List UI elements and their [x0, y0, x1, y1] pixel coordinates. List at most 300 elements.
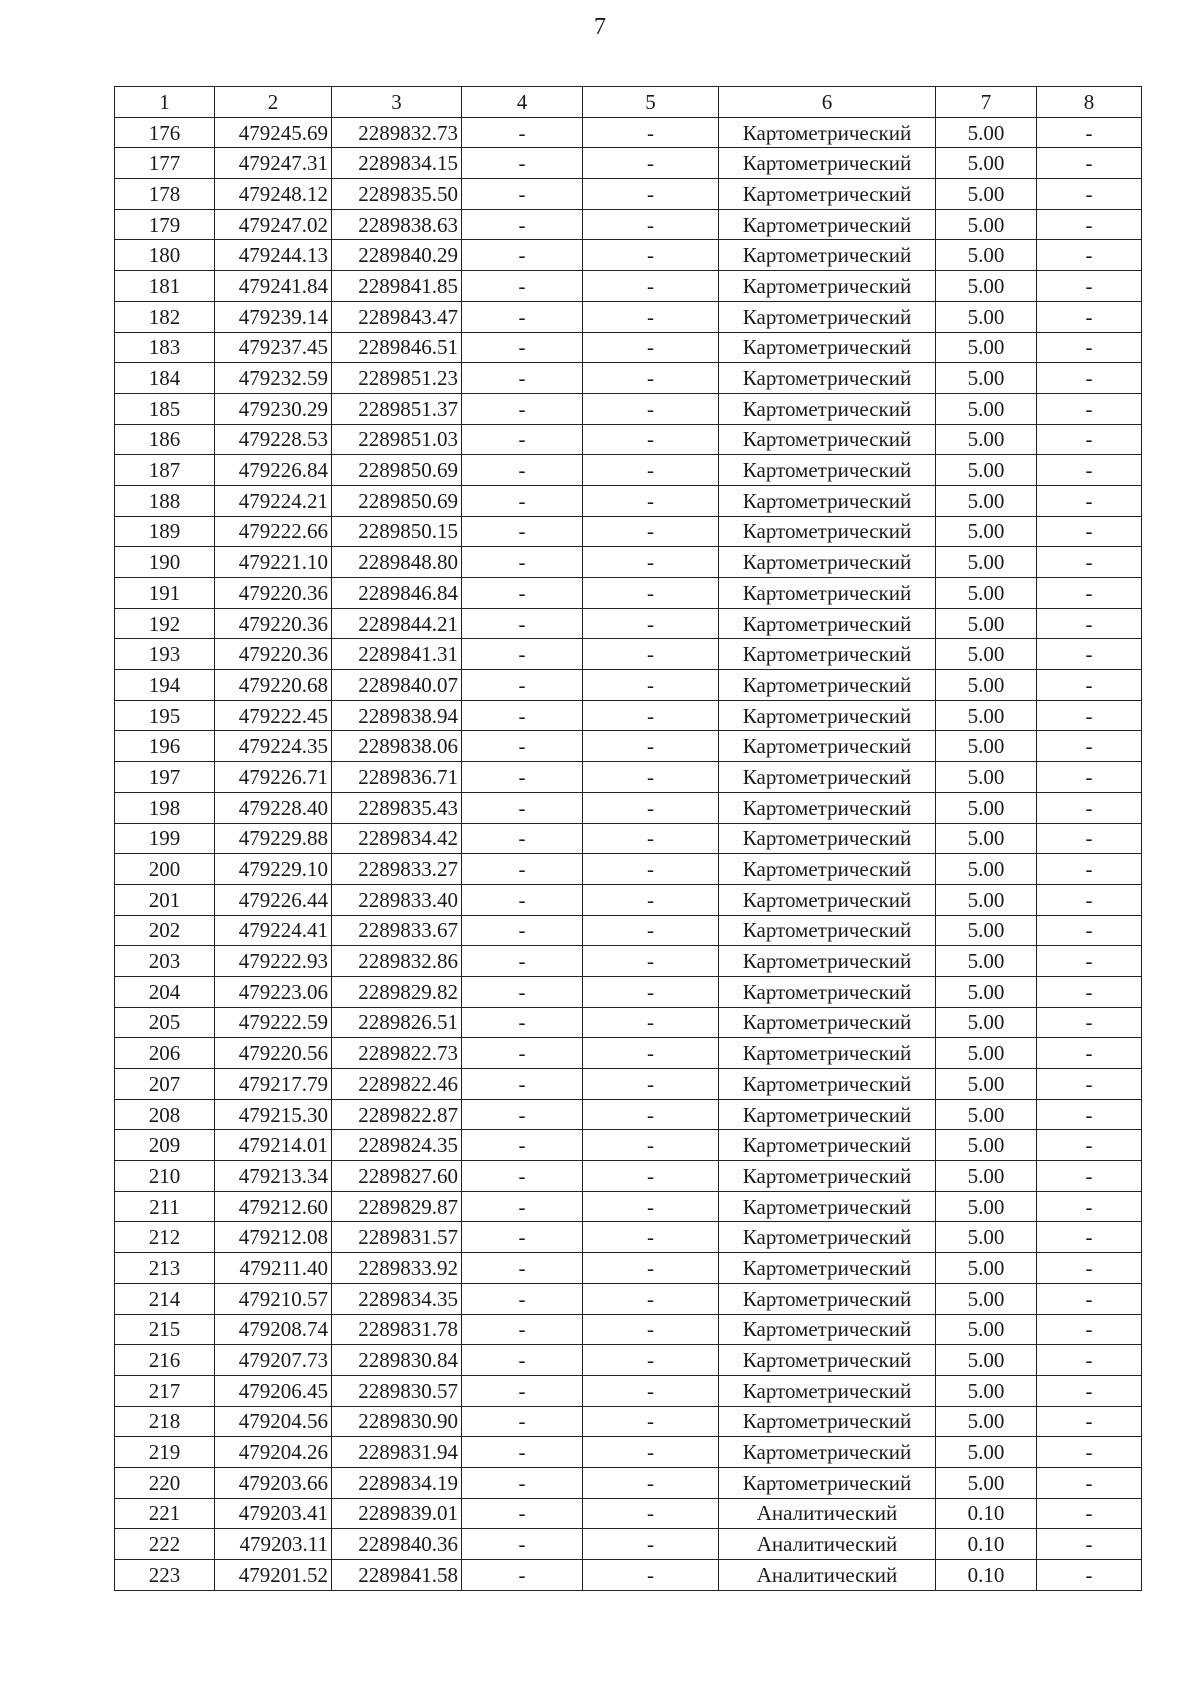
accuracy-cell: 5.00: [936, 854, 1037, 885]
x-coordinate-cell: 479212.60: [215, 1191, 332, 1222]
accuracy-cell: 5.00: [936, 1161, 1037, 1192]
point-number-cell: 220: [115, 1467, 215, 1498]
column-4-cell: -: [462, 1161, 583, 1192]
accuracy-cell: 5.00: [936, 1222, 1037, 1253]
table-row: [115, 1161, 1142, 1192]
table-row: [115, 301, 1142, 332]
table-row: [115, 424, 1142, 455]
column-4-cell: -: [462, 1467, 583, 1498]
point-number-cell: 182: [115, 301, 215, 332]
x-coordinate-cell: 479248.12: [215, 179, 332, 210]
column-4-cell: -: [462, 1222, 583, 1253]
column-8-cell: -: [1037, 209, 1142, 240]
column-8-cell: -: [1037, 731, 1142, 762]
y-coordinate-cell: 2289829.87: [332, 1191, 462, 1222]
point-number-cell: 216: [115, 1345, 215, 1376]
method-cell: Картометрический: [719, 792, 936, 823]
method-cell: Аналитический: [719, 1529, 936, 1560]
column-4-cell: -: [462, 1437, 583, 1468]
point-number-cell: 196: [115, 731, 215, 762]
column-5-cell: -: [583, 854, 719, 885]
column-4-cell: -: [462, 363, 583, 394]
column-header-6: 6: [719, 87, 936, 118]
column-5-cell: -: [583, 670, 719, 701]
method-cell: Картометрический: [719, 578, 936, 609]
accuracy-cell: 5.00: [936, 1130, 1037, 1161]
accuracy-cell: 5.00: [936, 1253, 1037, 1284]
column-5-cell: -: [583, 915, 719, 946]
method-cell: Картометрический: [719, 117, 936, 148]
x-coordinate-cell: 479220.68: [215, 670, 332, 701]
column-4-cell: -: [462, 731, 583, 762]
table-row: [115, 1375, 1142, 1406]
x-coordinate-cell: 479203.66: [215, 1467, 332, 1498]
x-coordinate-cell: 479229.10: [215, 854, 332, 885]
column-4-cell: -: [462, 332, 583, 363]
column-header-1: 1: [115, 87, 215, 118]
point-number-cell: 195: [115, 700, 215, 731]
column-8-cell: -: [1037, 1222, 1142, 1253]
accuracy-cell: 5.00: [936, 1345, 1037, 1376]
column-5-cell: -: [583, 1437, 719, 1468]
point-number-cell: 198: [115, 792, 215, 823]
column-8-cell: -: [1037, 1130, 1142, 1161]
y-coordinate-cell: 2289841.31: [332, 639, 462, 670]
y-coordinate-cell: 2289836.71: [332, 762, 462, 793]
column-8-cell: -: [1037, 1283, 1142, 1314]
x-coordinate-cell: 479220.36: [215, 578, 332, 609]
y-coordinate-cell: 2289822.46: [332, 1069, 462, 1100]
point-number-cell: 214: [115, 1283, 215, 1314]
column-5-cell: -: [583, 1007, 719, 1038]
accuracy-cell: 5.00: [936, 792, 1037, 823]
y-coordinate-cell: 2289838.06: [332, 731, 462, 762]
y-coordinate-cell: 2289850.15: [332, 516, 462, 547]
column-5-cell: -: [583, 1498, 719, 1529]
accuracy-cell: 5.00: [936, 485, 1037, 516]
column-5-cell: -: [583, 271, 719, 302]
x-coordinate-cell: 479220.36: [215, 639, 332, 670]
table-row: [115, 1498, 1142, 1529]
column-5-cell: -: [583, 209, 719, 240]
point-number-cell: 197: [115, 762, 215, 793]
column-5-cell: -: [583, 578, 719, 609]
column-5-cell: -: [583, 424, 719, 455]
column-4-cell: -: [462, 762, 583, 793]
method-cell: Картометрический: [719, 179, 936, 210]
x-coordinate-cell: 479241.84: [215, 271, 332, 302]
method-cell: Картометрический: [719, 148, 936, 179]
accuracy-cell: 5.00: [936, 762, 1037, 793]
point-number-cell: 185: [115, 393, 215, 424]
table-row: [115, 670, 1142, 701]
method-cell: Картометрический: [719, 363, 936, 394]
method-cell: Картометрический: [719, 455, 936, 486]
column-5-cell: -: [583, 1038, 719, 1069]
point-number-cell: 191: [115, 578, 215, 609]
point-number-cell: 205: [115, 1007, 215, 1038]
column-4-cell: -: [462, 1130, 583, 1161]
point-number-cell: 212: [115, 1222, 215, 1253]
column-8-cell: -: [1037, 240, 1142, 271]
accuracy-cell: 5.00: [936, 1314, 1037, 1345]
column-5-cell: -: [583, 1467, 719, 1498]
y-coordinate-cell: 2289832.73: [332, 117, 462, 148]
column-4-cell: -: [462, 639, 583, 670]
column-4-cell: -: [462, 1191, 583, 1222]
point-number-cell: 204: [115, 976, 215, 1007]
column-5-cell: -: [583, 1099, 719, 1130]
y-coordinate-cell: 2289848.80: [332, 547, 462, 578]
point-number-cell: 206: [115, 1038, 215, 1069]
method-cell: Картометрический: [719, 762, 936, 793]
y-coordinate-cell: 2289846.84: [332, 578, 462, 609]
accuracy-cell: 5.00: [936, 516, 1037, 547]
column-5-cell: -: [583, 1406, 719, 1437]
method-cell: Картометрический: [719, 1007, 936, 1038]
method-cell: Картометрический: [719, 209, 936, 240]
column-5-cell: -: [583, 179, 719, 210]
table-row: [115, 762, 1142, 793]
table-row: [115, 1099, 1142, 1130]
point-number-cell: 186: [115, 424, 215, 455]
method-cell: Картометрический: [719, 271, 936, 302]
table-row: [115, 1191, 1142, 1222]
column-8-cell: -: [1037, 485, 1142, 516]
y-coordinate-cell: 2289834.19: [332, 1467, 462, 1498]
point-number-cell: 203: [115, 946, 215, 977]
column-4-cell: -: [462, 578, 583, 609]
table-row: [115, 271, 1142, 302]
x-coordinate-cell: 479220.36: [215, 608, 332, 639]
x-coordinate-cell: 479226.44: [215, 884, 332, 915]
y-coordinate-cell: 2289833.27: [332, 854, 462, 885]
column-4-cell: -: [462, 1498, 583, 1529]
point-number-cell: 211: [115, 1191, 215, 1222]
table-row: [115, 731, 1142, 762]
point-number-cell: 178: [115, 179, 215, 210]
x-coordinate-cell: 479247.02: [215, 209, 332, 240]
table-row: [115, 1130, 1142, 1161]
column-4-cell: -: [462, 1345, 583, 1376]
x-coordinate-cell: 479212.08: [215, 1222, 332, 1253]
column-header-8: 8: [1037, 87, 1142, 118]
y-coordinate-cell: 2289839.01: [332, 1498, 462, 1529]
column-8-cell: -: [1037, 762, 1142, 793]
point-number-cell: 217: [115, 1375, 215, 1406]
table-row: [115, 485, 1142, 516]
table-row: [115, 516, 1142, 547]
column-8-cell: -: [1037, 608, 1142, 639]
table-row: [115, 1437, 1142, 1468]
x-coordinate-cell: 479203.41: [215, 1498, 332, 1529]
column-4-cell: -: [462, 1560, 583, 1591]
column-5-cell: -: [583, 455, 719, 486]
table-row: [115, 976, 1142, 1007]
x-coordinate-cell: 479203.11: [215, 1529, 332, 1560]
accuracy-cell: 0.10: [936, 1529, 1037, 1560]
table-row: [115, 148, 1142, 179]
method-cell: Картометрический: [719, 393, 936, 424]
column-8-cell: -: [1037, 823, 1142, 854]
column-8-cell: -: [1037, 1161, 1142, 1192]
column-5-cell: -: [583, 823, 719, 854]
x-coordinate-cell: 479226.71: [215, 762, 332, 793]
point-number-cell: 184: [115, 363, 215, 394]
y-coordinate-cell: 2289844.21: [332, 608, 462, 639]
y-coordinate-cell: 2289833.67: [332, 915, 462, 946]
column-8-cell: -: [1037, 1560, 1142, 1591]
accuracy-cell: 5.00: [936, 1437, 1037, 1468]
method-cell: Картометрический: [719, 1222, 936, 1253]
y-coordinate-cell: 2289824.35: [332, 1130, 462, 1161]
column-8-cell: -: [1037, 1529, 1142, 1560]
x-coordinate-cell: 479228.40: [215, 792, 332, 823]
column-5-cell: -: [583, 639, 719, 670]
column-8-cell: -: [1037, 179, 1142, 210]
table-row: [115, 608, 1142, 639]
column-8-cell: -: [1037, 547, 1142, 578]
y-coordinate-cell: 2289830.84: [332, 1345, 462, 1376]
x-coordinate-cell: 479224.35: [215, 731, 332, 762]
y-coordinate-cell: 2289838.63: [332, 209, 462, 240]
x-coordinate-cell: 479222.66: [215, 516, 332, 547]
column-4-cell: -: [462, 946, 583, 977]
table-row: [115, 393, 1142, 424]
point-number-cell: 187: [115, 455, 215, 486]
accuracy-cell: 5.00: [936, 1467, 1037, 1498]
column-8-cell: -: [1037, 884, 1142, 915]
column-5-cell: -: [583, 700, 719, 731]
table-row: [115, 1314, 1142, 1345]
column-8-cell: -: [1037, 1314, 1142, 1345]
column-5-cell: -: [583, 1191, 719, 1222]
y-coordinate-cell: 2289829.82: [332, 976, 462, 1007]
method-cell: Картометрический: [719, 639, 936, 670]
column-4-cell: -: [462, 271, 583, 302]
column-5-cell: -: [583, 1253, 719, 1284]
method-cell: Картометрический: [719, 731, 936, 762]
column-4-cell: -: [462, 700, 583, 731]
column-8-cell: -: [1037, 1345, 1142, 1376]
column-5-cell: -: [583, 1529, 719, 1560]
y-coordinate-cell: 2289822.73: [332, 1038, 462, 1069]
method-cell: Картометрический: [719, 700, 936, 731]
column-5-cell: -: [583, 117, 719, 148]
column-4-cell: -: [462, 608, 583, 639]
accuracy-cell: 5.00: [936, 1375, 1037, 1406]
point-number-cell: 177: [115, 148, 215, 179]
point-number-cell: 201: [115, 884, 215, 915]
x-coordinate-cell: 479201.52: [215, 1560, 332, 1591]
table-row: [115, 1345, 1142, 1376]
accuracy-cell: 5.00: [936, 915, 1037, 946]
accuracy-cell: 5.00: [936, 209, 1037, 240]
x-coordinate-cell: 479230.29: [215, 393, 332, 424]
point-number-cell: 180: [115, 240, 215, 271]
method-cell: Картометрический: [719, 1253, 936, 1284]
y-coordinate-cell: 2289841.58: [332, 1560, 462, 1591]
accuracy-cell: 5.00: [936, 1191, 1037, 1222]
column-8-cell: -: [1037, 516, 1142, 547]
point-number-cell: 190: [115, 547, 215, 578]
method-cell: Картометрический: [719, 301, 936, 332]
table-row: [115, 209, 1142, 240]
column-8-cell: -: [1037, 976, 1142, 1007]
column-4-cell: -: [462, 393, 583, 424]
table-row: [115, 332, 1142, 363]
method-cell: Картометрический: [719, 946, 936, 977]
method-cell: Картометрический: [719, 1375, 936, 1406]
x-coordinate-cell: 479222.93: [215, 946, 332, 977]
table-row: [115, 823, 1142, 854]
accuracy-cell: 5.00: [936, 946, 1037, 977]
y-coordinate-cell: 2289830.90: [332, 1406, 462, 1437]
column-8-cell: -: [1037, 117, 1142, 148]
column-4-cell: -: [462, 516, 583, 547]
table-row: [115, 639, 1142, 670]
method-cell: Картометрический: [719, 915, 936, 946]
table-row: [115, 455, 1142, 486]
column-5-cell: -: [583, 1130, 719, 1161]
y-coordinate-cell: 2289840.07: [332, 670, 462, 701]
point-number-cell: 208: [115, 1099, 215, 1130]
column-4-cell: -: [462, 1375, 583, 1406]
table-row: [115, 1529, 1142, 1560]
column-4-cell: -: [462, 148, 583, 179]
column-4-cell: -: [462, 1314, 583, 1345]
table-row: [115, 363, 1142, 394]
x-coordinate-cell: 479229.88: [215, 823, 332, 854]
column-4-cell: -: [462, 823, 583, 854]
x-coordinate-cell: 479224.21: [215, 485, 332, 516]
x-coordinate-cell: 479232.59: [215, 363, 332, 394]
method-cell: Картометрический: [719, 1314, 936, 1345]
column-4-cell: -: [462, 1099, 583, 1130]
table-row: [115, 117, 1142, 148]
accuracy-cell: 5.00: [936, 731, 1037, 762]
table-row: [115, 1007, 1142, 1038]
column-8-cell: -: [1037, 1099, 1142, 1130]
point-number-cell: 200: [115, 854, 215, 885]
y-coordinate-cell: 2289851.37: [332, 393, 462, 424]
column-5-cell: -: [583, 1314, 719, 1345]
point-number-cell: 199: [115, 823, 215, 854]
column-4-cell: -: [462, 884, 583, 915]
y-coordinate-cell: 2289822.87: [332, 1099, 462, 1130]
column-5-cell: -: [583, 946, 719, 977]
accuracy-cell: 5.00: [936, 393, 1037, 424]
method-cell: Картометрический: [719, 976, 936, 1007]
column-5-cell: -: [583, 731, 719, 762]
accuracy-cell: 5.00: [936, 363, 1037, 394]
column-8-cell: -: [1037, 393, 1142, 424]
column-4-cell: -: [462, 117, 583, 148]
column-8-cell: -: [1037, 301, 1142, 332]
point-number-cell: 194: [115, 670, 215, 701]
column-8-cell: -: [1037, 578, 1142, 609]
x-coordinate-cell: 479217.79: [215, 1069, 332, 1100]
x-coordinate-cell: 479220.56: [215, 1038, 332, 1069]
table-header-row: [115, 87, 1142, 118]
method-cell: Картометрический: [719, 1130, 936, 1161]
method-cell: Картометрический: [719, 547, 936, 578]
column-5-cell: -: [583, 762, 719, 793]
x-coordinate-cell: 479247.31: [215, 148, 332, 179]
method-cell: Картометрический: [719, 424, 936, 455]
method-cell: Картометрический: [719, 854, 936, 885]
y-coordinate-cell: 2289841.85: [332, 271, 462, 302]
column-8-cell: -: [1037, 332, 1142, 363]
y-coordinate-cell: 2289831.78: [332, 1314, 462, 1345]
column-8-cell: -: [1037, 1191, 1142, 1222]
point-number-cell: 218: [115, 1406, 215, 1437]
y-coordinate-cell: 2289827.60: [332, 1161, 462, 1192]
x-coordinate-cell: 479222.59: [215, 1007, 332, 1038]
table-row: [115, 179, 1142, 210]
column-5-cell: -: [583, 1069, 719, 1100]
point-number-cell: 183: [115, 332, 215, 363]
x-coordinate-cell: 479206.45: [215, 1375, 332, 1406]
column-5-cell: -: [583, 301, 719, 332]
column-5-cell: -: [583, 608, 719, 639]
table-row: [115, 1038, 1142, 1069]
method-cell: Картометрический: [719, 1191, 936, 1222]
column-8-cell: -: [1037, 1253, 1142, 1284]
accuracy-cell: 5.00: [936, 271, 1037, 302]
x-coordinate-cell: 479244.13: [215, 240, 332, 271]
accuracy-cell: 5.00: [936, 240, 1037, 271]
accuracy-cell: 5.00: [936, 455, 1037, 486]
y-coordinate-cell: 2289833.92: [332, 1253, 462, 1284]
column-8-cell: -: [1037, 854, 1142, 885]
column-4-cell: -: [462, 854, 583, 885]
method-cell: Картометрический: [719, 823, 936, 854]
column-4-cell: -: [462, 670, 583, 701]
column-5-cell: -: [583, 1375, 719, 1406]
column-5-cell: -: [583, 1283, 719, 1314]
column-4-cell: -: [462, 1253, 583, 1284]
column-5-cell: -: [583, 148, 719, 179]
accuracy-cell: 5.00: [936, 179, 1037, 210]
table-row: [115, 1222, 1142, 1253]
accuracy-cell: 5.00: [936, 639, 1037, 670]
y-coordinate-cell: 2289835.50: [332, 179, 462, 210]
x-coordinate-cell: 479204.56: [215, 1406, 332, 1437]
x-coordinate-cell: 479204.26: [215, 1437, 332, 1468]
y-coordinate-cell: 2289826.51: [332, 1007, 462, 1038]
column-4-cell: -: [462, 1038, 583, 1069]
table-row: [115, 1253, 1142, 1284]
accuracy-cell: 5.00: [936, 670, 1037, 701]
x-coordinate-cell: 479214.01: [215, 1130, 332, 1161]
column-4-cell: -: [462, 1406, 583, 1437]
method-cell: Картометрический: [719, 608, 936, 639]
x-coordinate-cell: 479222.45: [215, 700, 332, 731]
method-cell: Картометрический: [719, 485, 936, 516]
column-8-cell: -: [1037, 148, 1142, 179]
x-coordinate-cell: 479223.06: [215, 976, 332, 1007]
point-number-cell: 181: [115, 271, 215, 302]
column-4-cell: -: [462, 485, 583, 516]
y-coordinate-cell: 2289830.57: [332, 1375, 462, 1406]
column-8-cell: -: [1037, 670, 1142, 701]
column-5-cell: -: [583, 1560, 719, 1591]
y-coordinate-cell: 2289843.47: [332, 301, 462, 332]
column-8-cell: -: [1037, 455, 1142, 486]
column-8-cell: -: [1037, 424, 1142, 455]
x-coordinate-cell: 479221.10: [215, 547, 332, 578]
